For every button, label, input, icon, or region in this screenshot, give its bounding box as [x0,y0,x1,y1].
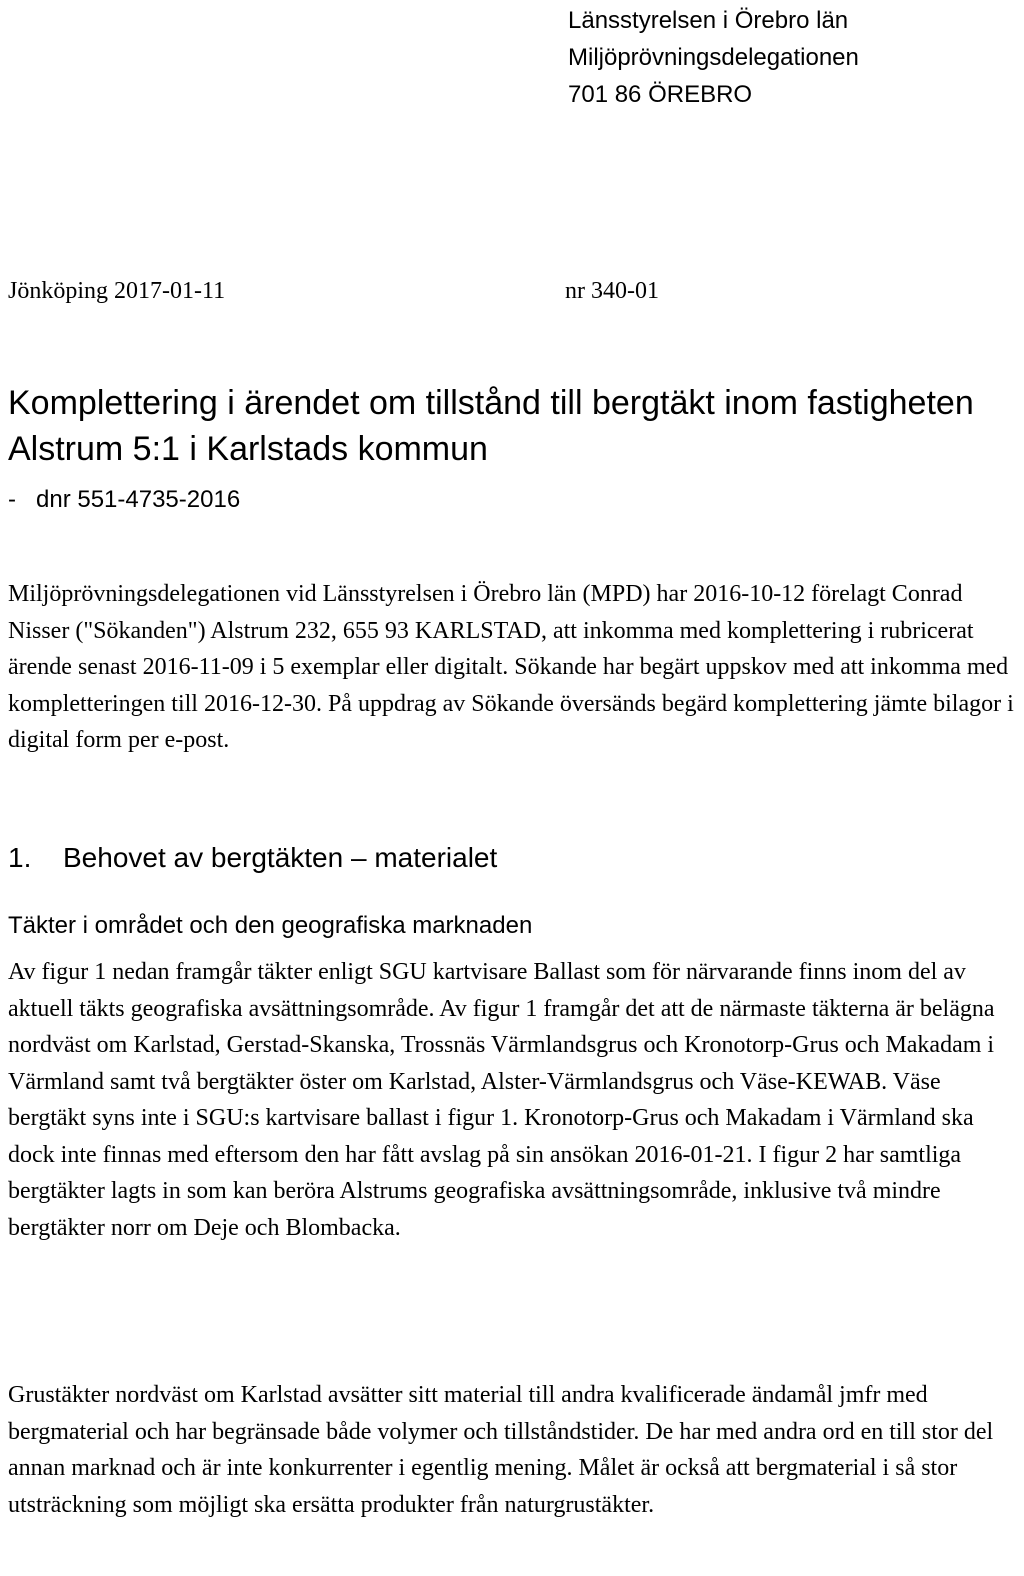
body-paragraph-1: Av figur 1 nedan framgår täkter enligt SGU kartvisare Ballast som för närvarande finns inom del av aktuell täkts geografiska avsättningsområde. Av figur 1 framgår det att de närmaste täkterna är belägna nordväst om Karlstad, Gerstad-Skanska, Trossnäs Värmlandsgrus och Kronotorp-Grus och Makadam i Värmland samt två bergtäkter öster om Karlstad, Alster-Värmlandsgrus och Väse-KEWAB. Väse bergtäkt syns inte i SGU:s kartvisare ballast i figur 1. Kronotorp-Grus och Makadam i Värmland ska dock inte finnas med eftersom den har fått avslag på sin ansökan 2016-01-21. I figur 2 har samtliga bergtäkter lagts in som kan beröra Alstrums geografiska avsättningsområde, inklusive två mindre bergtäkter norr om Deje och Blombacka. [8,959,995,1241]
intro-paragraph: Miljöprövningsdelegationen vid Länsstyrelsen i Örebro län (MPD) har 2016-10-12 förelagt Conrad Nisser ("Sökanden") Alstrum 232, 655 93 KARLSTAD, att inkomma med komplettering i rubricerat ärende senast 2016-11-09 i 5 exemplar eller digitalt. Sökande har begärt uppskov med att inkomma med kompletteringen till 2016-12-30. På uppdrag av Sökande översänds begärd komplettering jämte bilagor i digital form per e-post. [8,581,1014,753]
letter-meta [8,271,998,311]
body-paragraph-2: Grustäkter nordväst om Karlstad avsätter sitt material till andra kvalificerade ändamål jmfr med bergmaterial och har begränsade både volymer och tillståndstider. De har med andra ord en till stor del annan marknad och är inte konkurrenter i egentlig mening. Målet är också att bergmaterial i så stor utsträckning som möjligt ska ersätta produkter från naturgrustäkter. [8,1382,994,1518]
place-date: Jönköping 2017-01-11 [8,278,226,304]
case-number-dash: - [8,486,16,513]
section-subheading: Täkter i området och den geografiska marknaden [8,912,533,939]
case-number-line [8,482,240,518]
reference-number: nr 340-01 [565,278,659,304]
document-title: Komplettering i ärendet om tillstånd till bergtäkt inom fastigheten Alstrum 5:1 i Karlstads kommun [8,384,974,468]
section-heading [8,838,497,878]
recipient-postal-address: 701 86 ÖREBRO [568,81,753,108]
recipient-department: Miljöprövningsdelegationen [568,44,859,71]
section-title: Behovet av bergtäkten – materialet [63,842,498,873]
case-number: dnr 551-4735-2016 [36,486,241,513]
section-number: 1. [8,842,32,873]
recipient-address [568,2,859,113]
recipient-org: Länsstyrelsen i Örebro län [568,7,849,34]
